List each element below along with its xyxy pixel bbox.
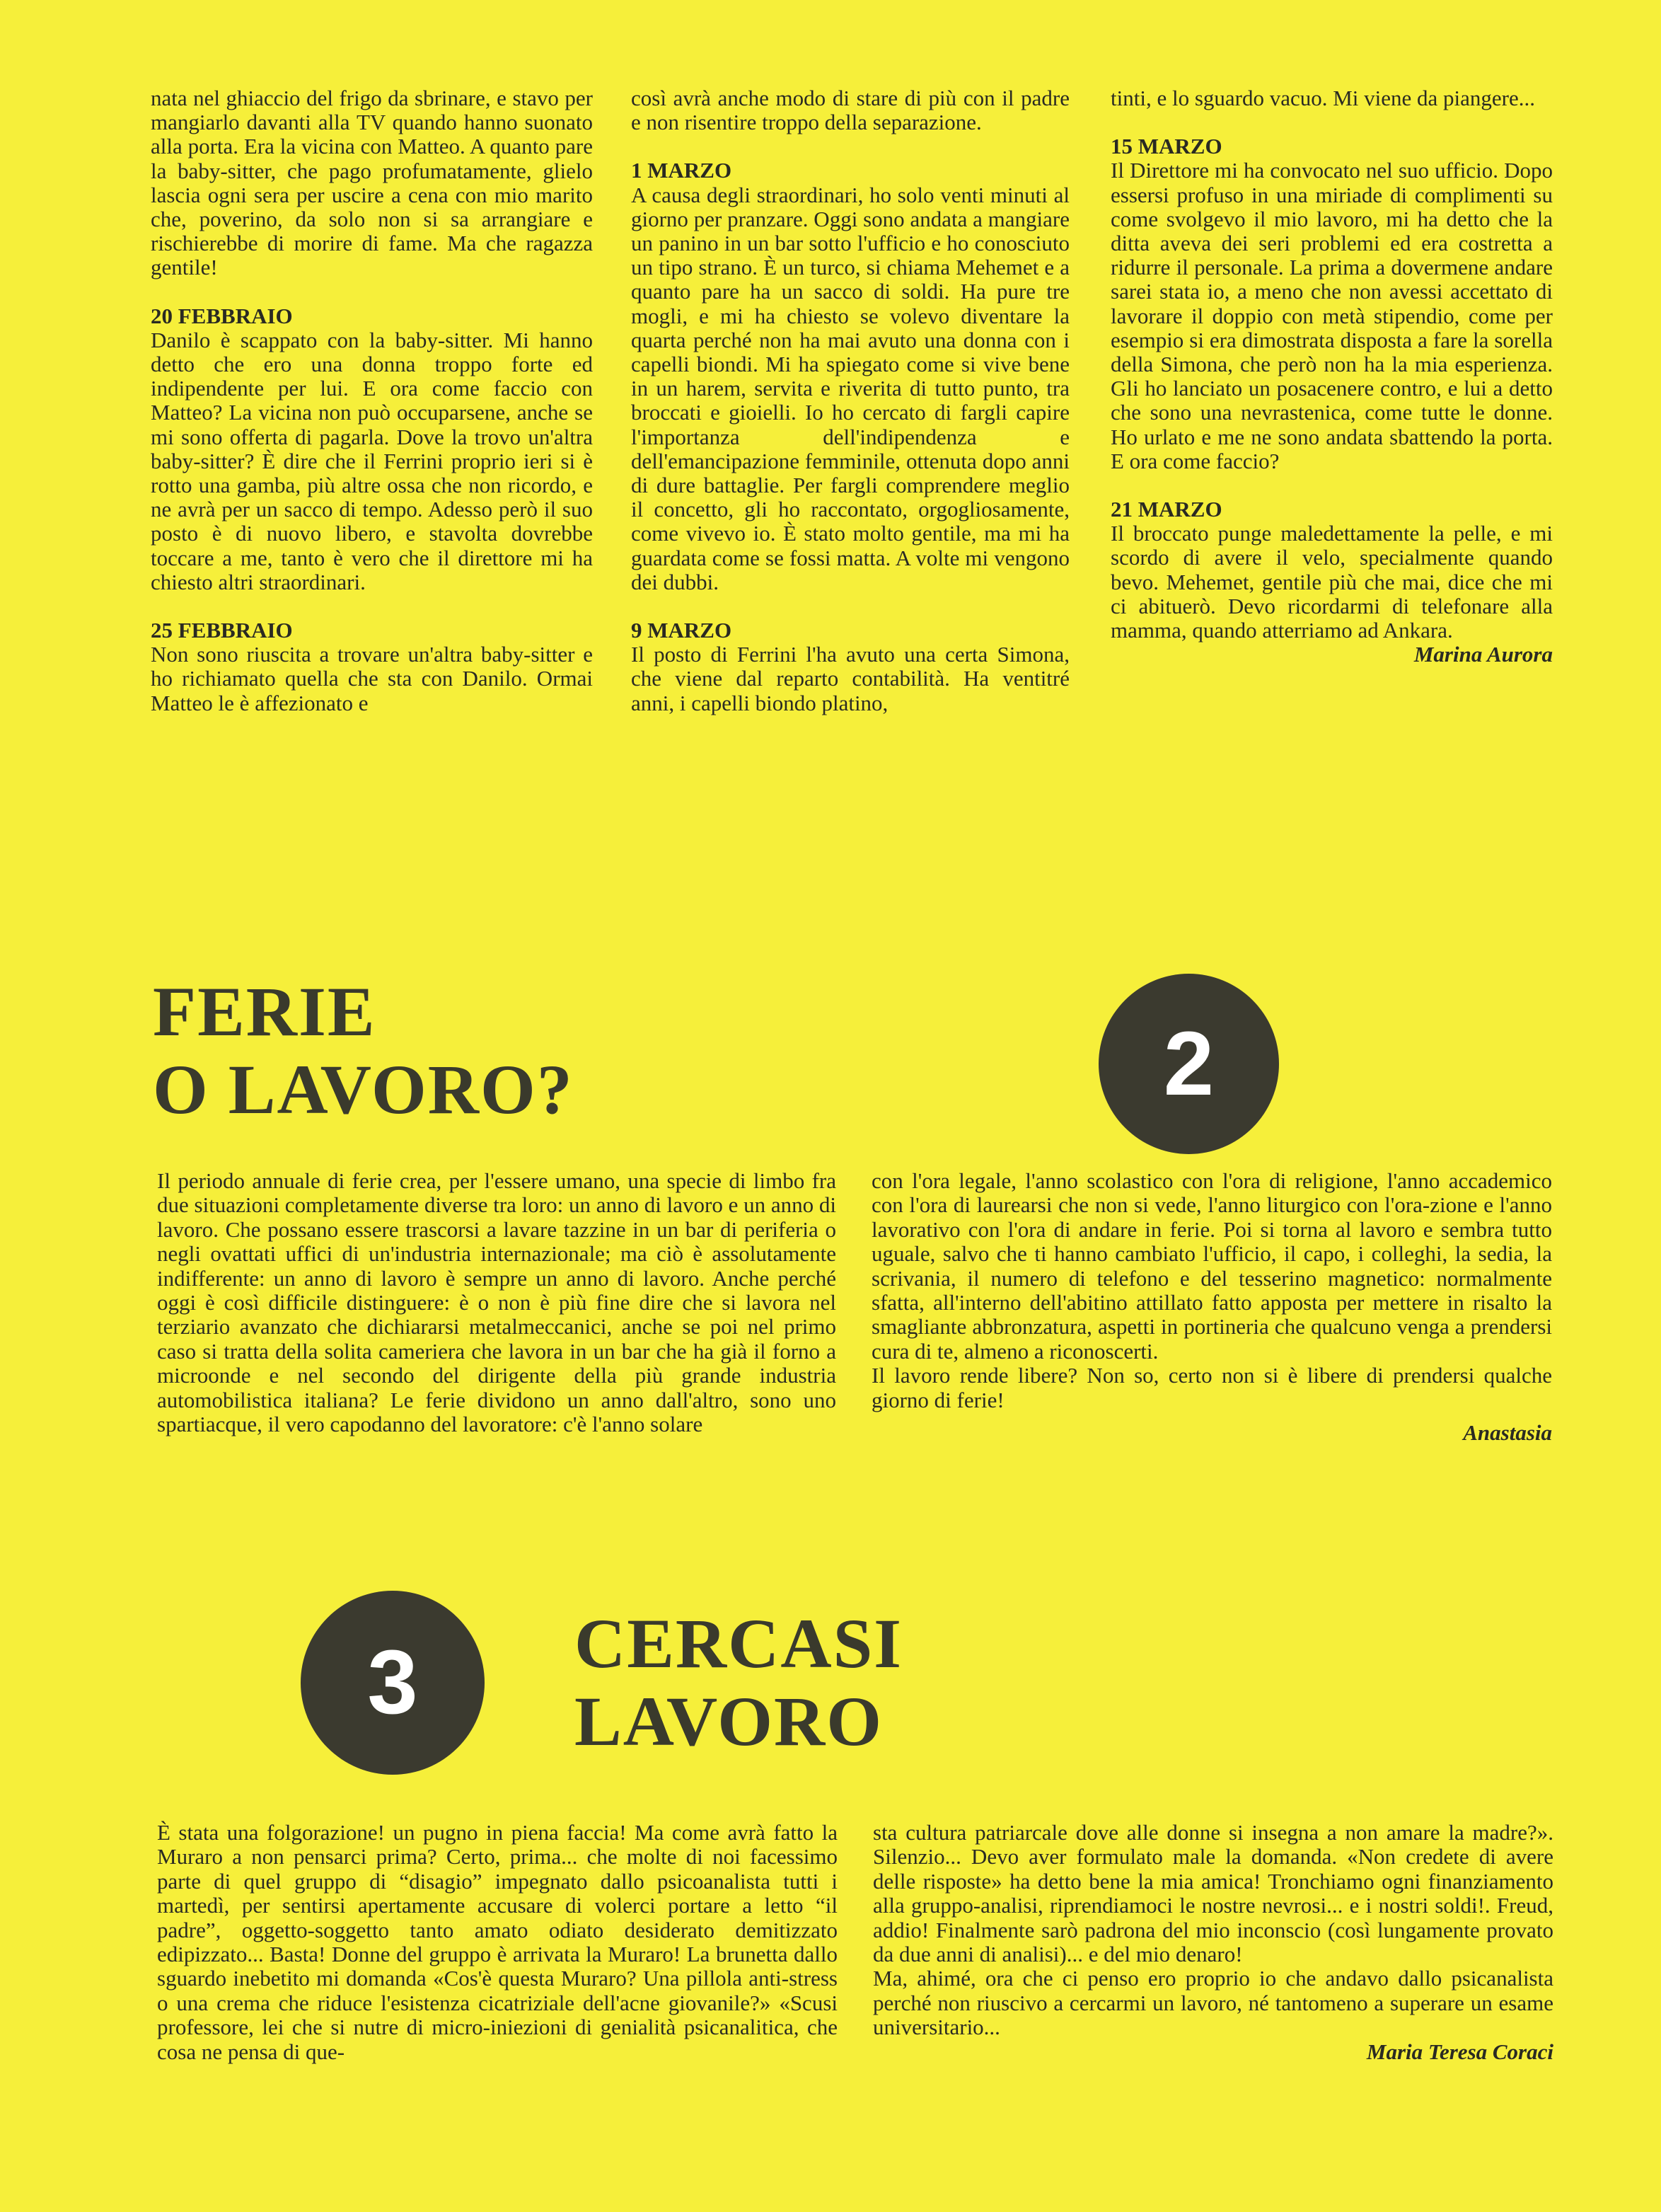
title-line: FERIE xyxy=(153,972,376,1051)
cercasi-column-2 xyxy=(873,1821,1553,2064)
paragraph: nata nel ghiaccio del frigo da sbrinare, e stavo per mangiarlo davanti alla TV quando hanno suonato alla porta. Era la vicina con Matteo. A quanto pare la baby-sitter, che pago profumatamente, glielo lascia ogni sera per uscire a cena con mio marito che, poverino, da solo non si sa arrangiare e rischierebbe di morire di fame. Ma che ragazza gentile! xyxy=(151,86,593,280)
paragraph: È stata una folgorazione! un pugno in piena faccia! Ma come avrà fatto la Muraro a non pensarci prima? Certo, prima... che molte di noi facessimo parte di quel gruppo di “disagio” impegnato dallo psicoanalista tutti i martedì, per sentirsi apertamente accusare di volerci portare a letto “il padre”, oggetto-soggetto tanto amato odiato desiderato demitizzato edipizzato... Basta! Donne del gruppo è arrivata la Muraro! La brunetta dallo sguardo inebetito mi domanda «Cos'è questa Muraro? Una pillola anti-stress o una crema che riduce l'esistenza cicatriziale dell'acne giovanile?» «Scusi professore, lei che si nutre di micro-iniezioni di genialità psicanalitica, che cosa ne pensa di que- xyxy=(157,1820,838,2064)
paragraph: Il broccato punge maledettamente la pelle, e mi scordo di avere il velo, specialmente quando bevo. Mehemet, gentile più che mai, dice che mi ci abituerò. Devo ricordarmi di telefonare alla mamma, quando atterriamo ad Ankara. xyxy=(1111,521,1553,643)
signature: Marina Aurora xyxy=(1413,642,1553,667)
paragraph: Ma, ahimé, ora che ci penso ero proprio io che andavo dallo psicanalista perché non riuscivo a cercarmi un lavoro, né tantomeno a superare un esame universitario... xyxy=(873,1966,1553,2040)
ferie-column-2 xyxy=(872,1169,1552,1445)
section-title-cercasi xyxy=(574,1605,903,1761)
diary-column-1 xyxy=(151,86,593,715)
paragraph: Il Direttore mi ha convocato nel suo ufficio. Dopo essersi profuso in una miriade di complimenti su come svolgevo il mio lavoro, mi ha detto che la ditta aveva dei seri problemi ed era costretta a ridurre il personale. La prima a dovermene andare sarei stata io, a meno che non avessi accettato di lavorare il doppio con metà stipendio, come per esempio si era dimostrata disposta a fare la sorella della Simona, che però non ha la mia esperienza. Gli ho lanciato un posacenere contro, e lui a detto che sono una nevrastenica, come tutte le donne. Ho urlato e me ne sono andata sbattendo la porta. E ora come faccio? xyxy=(1111,158,1553,473)
number-badge-3 xyxy=(301,1591,485,1775)
paragraph: con l'ora legale, l'anno scolastico con l'ora di religione, l'anno accademico con l'ora di laurearsi che non si vede, l'anno liturgico con l'ora-zione e l'anno lavorativo con l'ora di andare in ferie. Poi si torna al lavoro e sembra tutto uguale, salvo che ti hanno cambiato l'ufficio, il capo, i colleghi, la sedia, la scrivania, il numero di telefono e del tesserino magnetico: normalmente sfatta, all'interno dell'abitino attillato fatto apposta per mettere in risalto la smagliante abbronzatura, aspetti in portineria che qualcuno venga a prendersi cura di te, almeno a riconoscerti. xyxy=(872,1168,1552,1364)
paragraph: tinti, e lo sguardo vacuo. Mi viene da piangere... xyxy=(1111,86,1536,110)
title-line: O LAVORO? xyxy=(153,1050,574,1129)
date-heading: 25 FEBBRAIO xyxy=(151,618,293,643)
title-line: CERCASI xyxy=(574,1604,903,1683)
diary-column-2 xyxy=(631,86,1070,715)
number-badge-2 xyxy=(1099,974,1279,1154)
cercasi-column-1 xyxy=(157,1821,838,2064)
paragraph: Il periodo annuale di ferie crea, per l'essere umano, una specie di limbo fra due situazioni completamente diverse tra loro: un anno di lavoro e un anno di lavoro. Che possano essere trascorsi a lavare tazzine in un bar di periferia o negli ovattati uffici di un'industria internazionale; ma ciò è assolutamente indifferente: un anno di lavoro è sempre un anno di lavoro. Anche perché oggi è così difficile distinguere: è o non è più fine dire che si lavora nel terziario avanzato che dichiararsi metalmeccanici, anche se poi nel primo caso si tratta della solita cameriera che lavora in un bar che ha già il forno a microonde e nel secondo del dirigente della più grande industria automobilistica italiana? Le ferie dividono un anno dall'altro, sono uno spartiacque, il vero capodanno del lavoratore: c'è l'anno solare xyxy=(157,1168,836,1437)
badge-number: 3 xyxy=(367,1632,418,1733)
paragraph: Non sono riuscita a trovare un'altra baby-sitter e ho richiamato quella che sta con Danilo. Ormai Matteo le è affezionato e xyxy=(151,642,593,715)
section-title-ferie xyxy=(153,973,574,1129)
paragraph: Il posto di Ferrini l'ha avuto una certa Simona, che viene dal reparto contabilità. Ha ventitré anni, i capelli biondo platino, xyxy=(631,642,1070,715)
ferie-column-1 xyxy=(157,1169,836,1436)
signature: Anastasia xyxy=(1463,1420,1552,1446)
badge-number: 2 xyxy=(1163,1013,1215,1114)
date-heading: 9 MARZO xyxy=(631,618,732,643)
paragraph: sta cultura patriarcale dove alle donne si insegna a non amare la madre?». Silenzio... Devo aver formulato male la domanda. «Non credete di avere delle risposte» ha detto bene la mia amica! Tronchiamo ogni finanziamento alla gruppo-analisi, riprendiamoci le nostre nevrosi... e i nostri soldi!. Freud, addio! Finalmente sarò padrona del mio inconscio (così lungamente provato da due anni di analisi)... e del mio denaro! xyxy=(873,1820,1553,1967)
date-heading: 21 MARZO xyxy=(1111,497,1222,522)
date-heading: 1 MARZO xyxy=(631,158,732,183)
paragraph: Il lavoro rende libere? Non so, certo non si è libere di prendersi qualche giorno di ferie! xyxy=(872,1363,1552,1412)
signature: Maria Teresa Coraci xyxy=(1366,2039,1553,2064)
diary-column-3 xyxy=(1111,86,1553,667)
title-line: LAVORO xyxy=(574,1682,884,1761)
paragraph: Danilo è scappato con la baby-sitter. Mi hanno detto che ero una donna troppo forte ed indipendente per lui. E ora come faccio con Matteo? La vicina non può occuparsene, anche se mi sono offerta di pagarla. Dove la trovo un'altra baby-sitter? È dire che il Ferrini proprio ieri si è rotto una gamba, più altre ossa che non ricordo, e ne avrà per un sacco di tempo. Adesso però il suo posto è di nuovo libero, e stavolta dovrebbe toccare a me, tanto è vero che il direttore mi ha chiesto altri straordinari. xyxy=(151,327,593,594)
date-heading: 15 MARZO xyxy=(1111,134,1222,159)
date-heading: 20 FEBBRAIO xyxy=(151,303,293,328)
paragraph: A causa degli straordinari, ho solo venti minuti al giorno per pranzare. Oggi sono andata a mangiare un panino in un bar sotto l'ufficio e ho conosciuto un tipo strano. È un turco, si chiama Mehemet e a quanto pare ha un sacco di soldi. Ha pure tre mogli, e mi ha chiesto se volevo diventare la quarta perché non ha mai avuto una donna con i capelli biondi. Mi ha spiegato come si vive bene in un harem, servita e riverita di tutto punto, tra broccati e gioielli. Io ho cercato di fargli capire l'importanza dell'indipendenza e dell'emancipazione femminile, ottenuta dopo anni di dure battaglie. Per fargli comprendere meglio il concetto, gli ho raccontato, orgogliosamente, come vivevo io. È stato molto gentile, ma mi ha guardata come se fossi matta. A volte mi vengono dei dubbi. xyxy=(631,182,1070,594)
paragraph: così avrà anche modo di stare di più con il padre e non risentire troppo della separazione. xyxy=(631,86,1070,135)
